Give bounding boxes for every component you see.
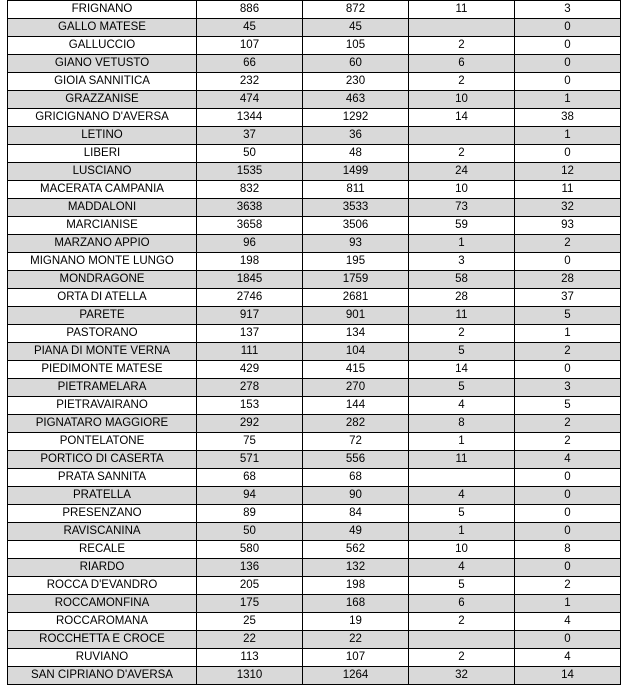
- table-row: [8, 109, 621, 127]
- value-cell-1: 94: [197, 487, 303, 505]
- comune-cell: MONDRAGONE: [8, 271, 197, 289]
- value-cell-1: 886: [197, 1, 303, 19]
- comune-cell: ROCCA D'EVANDRO: [8, 577, 197, 595]
- value-cell-1: 571: [197, 451, 303, 469]
- value-cell-4: 1: [515, 91, 621, 109]
- comune-cell: PIETRAVAIRANO: [8, 397, 197, 415]
- value-cell-4: 0: [515, 73, 621, 91]
- value-cell-1: 66: [197, 55, 303, 73]
- value-cell-4: 37: [515, 289, 621, 307]
- value-cell-1: 1535: [197, 163, 303, 181]
- comune-cell: GRICIGNANO D'AVERSA: [8, 109, 197, 127]
- value-cell-2: 562: [303, 541, 409, 559]
- comune-cell: GALLUCCIO: [8, 37, 197, 55]
- value-cell-1: 175: [197, 595, 303, 613]
- value-cell-4: 2: [515, 415, 621, 433]
- table-row: [8, 127, 621, 145]
- value-cell-4: 1: [515, 127, 621, 145]
- table-row: [8, 559, 621, 577]
- value-cell-2: 463: [303, 91, 409, 109]
- table-row: [8, 577, 621, 595]
- comune-cell: PRESENZANO: [8, 505, 197, 523]
- comune-cell: MADDALONI: [8, 199, 197, 217]
- value-cell-1: 429: [197, 361, 303, 379]
- comune-cell: LUSCIANO: [8, 163, 197, 181]
- comune-cell: GIANO VETUSTO: [8, 55, 197, 73]
- table-row: [8, 181, 621, 199]
- value-cell-4: 2: [515, 235, 621, 253]
- value-cell-1: 25: [197, 613, 303, 631]
- value-cell-2: 1499: [303, 163, 409, 181]
- comune-cell: FRIGNANO: [8, 1, 197, 19]
- comune-cell: PIETRAMELARA: [8, 379, 197, 397]
- value-cell-3: 2: [409, 613, 515, 631]
- table-row: [8, 19, 621, 37]
- value-cell-1: 2746: [197, 289, 303, 307]
- value-cell-3: 2: [409, 73, 515, 91]
- comune-cell: PARETE: [8, 307, 197, 325]
- value-cell-4: 0: [515, 37, 621, 55]
- value-cell-1: 113: [197, 649, 303, 667]
- value-cell-1: 205: [197, 577, 303, 595]
- value-cell-1: 75: [197, 433, 303, 451]
- value-cell-2: 3506: [303, 217, 409, 235]
- value-cell-2: 132: [303, 559, 409, 577]
- value-cell-3: 28: [409, 289, 515, 307]
- value-cell-2: 230: [303, 73, 409, 91]
- value-cell-3: [409, 127, 515, 145]
- table-row: [8, 631, 621, 649]
- table-row: [8, 253, 621, 271]
- value-cell-4: 0: [515, 361, 621, 379]
- table-row: [8, 487, 621, 505]
- comune-cell: GIOIA SANNITICA: [8, 73, 197, 91]
- comune-cell: ORTA DI ATELLA: [8, 289, 197, 307]
- comune-cell: PRATELLA: [8, 487, 197, 505]
- value-cell-4: 0: [515, 487, 621, 505]
- table-row: [8, 523, 621, 541]
- value-cell-2: 198: [303, 577, 409, 595]
- value-cell-1: 153: [197, 397, 303, 415]
- table-row: [8, 73, 621, 91]
- comune-cell: RECALE: [8, 541, 197, 559]
- table-row: [8, 595, 621, 613]
- value-cell-3: 5: [409, 505, 515, 523]
- value-cell-4: 4: [515, 613, 621, 631]
- value-cell-3: 59: [409, 217, 515, 235]
- comune-cell: PIANA DI MONTE VERNA: [8, 343, 197, 361]
- value-cell-3: 11: [409, 451, 515, 469]
- value-cell-4: 32: [515, 199, 621, 217]
- table-row: [8, 307, 621, 325]
- table-row: [8, 451, 621, 469]
- value-cell-3: 11: [409, 307, 515, 325]
- value-cell-4: 0: [515, 631, 621, 649]
- value-cell-2: 556: [303, 451, 409, 469]
- value-cell-2: 282: [303, 415, 409, 433]
- table-row: [8, 217, 621, 235]
- value-cell-2: 19: [303, 613, 409, 631]
- value-cell-2: 84: [303, 505, 409, 523]
- value-cell-1: 278: [197, 379, 303, 397]
- value-cell-1: 474: [197, 91, 303, 109]
- value-cell-2: 90: [303, 487, 409, 505]
- value-cell-2: 104: [303, 343, 409, 361]
- table-row: [8, 361, 621, 379]
- comune-cell: PORTICO DI CASERTA: [8, 451, 197, 469]
- comune-cell: PASTORANO: [8, 325, 197, 343]
- value-cell-4: 38: [515, 109, 621, 127]
- value-cell-1: 96: [197, 235, 303, 253]
- value-cell-4: 0: [515, 523, 621, 541]
- value-cell-3: 8: [409, 415, 515, 433]
- value-cell-2: 1759: [303, 271, 409, 289]
- table-row: [8, 469, 621, 487]
- comune-cell: MIGNANO MONTE LUNGO: [8, 253, 197, 271]
- value-cell-2: 48: [303, 145, 409, 163]
- value-cell-4: 4: [515, 451, 621, 469]
- value-cell-1: 1310: [197, 667, 303, 685]
- value-cell-4: 3: [515, 379, 621, 397]
- table-row: [8, 145, 621, 163]
- value-cell-2: 195: [303, 253, 409, 271]
- comuni-data-table: [7, 0, 621, 685]
- value-cell-2: 72: [303, 433, 409, 451]
- table-row: [8, 271, 621, 289]
- value-cell-3: 73: [409, 199, 515, 217]
- value-cell-1: 198: [197, 253, 303, 271]
- table-row: [8, 235, 621, 253]
- value-cell-3: 2: [409, 145, 515, 163]
- value-cell-1: 3658: [197, 217, 303, 235]
- table-row: [8, 541, 621, 559]
- table-row: [8, 91, 621, 109]
- value-cell-2: 144: [303, 397, 409, 415]
- value-cell-1: 137: [197, 325, 303, 343]
- comune-cell: GRAZZANISE: [8, 91, 197, 109]
- comune-cell: MACERATA CAMPANIA: [8, 181, 197, 199]
- value-cell-2: 22: [303, 631, 409, 649]
- value-cell-3: 24: [409, 163, 515, 181]
- value-cell-4: 8: [515, 541, 621, 559]
- value-cell-2: 45: [303, 19, 409, 37]
- value-cell-4: 1: [515, 595, 621, 613]
- value-cell-4: 0: [515, 55, 621, 73]
- value-cell-4: 2: [515, 577, 621, 595]
- value-cell-2: 901: [303, 307, 409, 325]
- value-cell-2: 36: [303, 127, 409, 145]
- comune-cell: PIEDIMONTE MATESE: [8, 361, 197, 379]
- value-cell-3: 2: [409, 37, 515, 55]
- table-row: [8, 397, 621, 415]
- value-cell-3: 6: [409, 595, 515, 613]
- value-cell-4: 0: [515, 253, 621, 271]
- table-row: [8, 289, 621, 307]
- comune-cell: LETINO: [8, 127, 197, 145]
- value-cell-4: 0: [515, 19, 621, 37]
- value-cell-4: 11: [515, 181, 621, 199]
- value-cell-4: 2: [515, 433, 621, 451]
- comune-cell: SAN CIPRIANO D'AVERSA: [8, 667, 197, 685]
- table-body: [8, 1, 621, 685]
- comune-cell: PONTELATONE: [8, 433, 197, 451]
- value-cell-1: 89: [197, 505, 303, 523]
- value-cell-1: 917: [197, 307, 303, 325]
- value-cell-1: 580: [197, 541, 303, 559]
- table-row: [8, 55, 621, 73]
- value-cell-2: 168: [303, 595, 409, 613]
- value-cell-2: 3533: [303, 199, 409, 217]
- value-cell-3: 14: [409, 361, 515, 379]
- value-cell-2: 2681: [303, 289, 409, 307]
- value-cell-1: 111: [197, 343, 303, 361]
- value-cell-4: 2: [515, 343, 621, 361]
- value-cell-3: 10: [409, 91, 515, 109]
- value-cell-3: 4: [409, 559, 515, 577]
- table-row: [8, 433, 621, 451]
- table-row: [8, 37, 621, 55]
- comune-cell: ROCCHETTA E CROCE: [8, 631, 197, 649]
- value-cell-3: 4: [409, 487, 515, 505]
- value-cell-3: [409, 19, 515, 37]
- value-cell-1: 136: [197, 559, 303, 577]
- value-cell-3: 10: [409, 181, 515, 199]
- value-cell-3: [409, 631, 515, 649]
- value-cell-3: [409, 469, 515, 487]
- value-cell-4: 0: [515, 145, 621, 163]
- value-cell-3: 5: [409, 379, 515, 397]
- value-cell-3: 5: [409, 343, 515, 361]
- value-cell-3: 11: [409, 1, 515, 19]
- value-cell-3: 1: [409, 235, 515, 253]
- value-cell-1: 22: [197, 631, 303, 649]
- value-cell-3: 1: [409, 523, 515, 541]
- comune-cell: MARZANO APPIO: [8, 235, 197, 253]
- value-cell-2: 93: [303, 235, 409, 253]
- table-row: [8, 199, 621, 217]
- value-cell-4: 1: [515, 325, 621, 343]
- comune-cell: LIBERI: [8, 145, 197, 163]
- value-cell-1: 37: [197, 127, 303, 145]
- value-cell-3: 6: [409, 55, 515, 73]
- value-cell-3: 58: [409, 271, 515, 289]
- value-cell-2: 107: [303, 649, 409, 667]
- table-row: [8, 649, 621, 667]
- value-cell-4: 5: [515, 307, 621, 325]
- value-cell-1: 45: [197, 19, 303, 37]
- value-cell-3: 4: [409, 397, 515, 415]
- table-row: [8, 379, 621, 397]
- value-cell-3: 14: [409, 109, 515, 127]
- comune-cell: ROCCAMONFINA: [8, 595, 197, 613]
- table-row: [8, 415, 621, 433]
- value-cell-4: 28: [515, 271, 621, 289]
- table-row: [8, 667, 621, 685]
- value-cell-3: 32: [409, 667, 515, 685]
- value-cell-3: 5: [409, 577, 515, 595]
- comune-cell: ROCCAROMANA: [8, 613, 197, 631]
- value-cell-1: 107: [197, 37, 303, 55]
- table-row: [8, 163, 621, 181]
- value-cell-1: 50: [197, 523, 303, 541]
- value-cell-4: 3: [515, 1, 621, 19]
- table-row: [8, 505, 621, 523]
- value-cell-1: 292: [197, 415, 303, 433]
- value-cell-2: 49: [303, 523, 409, 541]
- value-cell-4: 0: [515, 469, 621, 487]
- comune-cell: RUVIANO: [8, 649, 197, 667]
- value-cell-3: 2: [409, 649, 515, 667]
- value-cell-4: 5: [515, 397, 621, 415]
- value-cell-1: 68: [197, 469, 303, 487]
- value-cell-2: 872: [303, 1, 409, 19]
- comune-cell: PIGNATARO MAGGIORE: [8, 415, 197, 433]
- value-cell-1: 3638: [197, 199, 303, 217]
- value-cell-2: 134: [303, 325, 409, 343]
- value-cell-2: 105: [303, 37, 409, 55]
- value-cell-3: 1: [409, 433, 515, 451]
- value-cell-3: 10: [409, 541, 515, 559]
- comune-cell: GALLO MATESE: [8, 19, 197, 37]
- table-row: [8, 1, 621, 19]
- value-cell-2: 415: [303, 361, 409, 379]
- value-cell-2: 1292: [303, 109, 409, 127]
- value-cell-4: 0: [515, 559, 621, 577]
- value-cell-2: 811: [303, 181, 409, 199]
- comune-cell: PRATA SANNITA: [8, 469, 197, 487]
- value-cell-4: 12: [515, 163, 621, 181]
- value-cell-3: 2: [409, 325, 515, 343]
- value-cell-2: 68: [303, 469, 409, 487]
- value-cell-1: 832: [197, 181, 303, 199]
- value-cell-1: 50: [197, 145, 303, 163]
- value-cell-4: 93: [515, 217, 621, 235]
- value-cell-1: 232: [197, 73, 303, 91]
- value-cell-2: 1264: [303, 667, 409, 685]
- value-cell-4: 4: [515, 649, 621, 667]
- comune-cell: RIARDO: [8, 559, 197, 577]
- value-cell-4: 0: [515, 505, 621, 523]
- table-row: [8, 325, 621, 343]
- table-row: [8, 343, 621, 361]
- value-cell-1: 1845: [197, 271, 303, 289]
- table-row: [8, 613, 621, 631]
- value-cell-2: 60: [303, 55, 409, 73]
- value-cell-2: 270: [303, 379, 409, 397]
- value-cell-3: 3: [409, 253, 515, 271]
- comune-cell: RAVISCANINA: [8, 523, 197, 541]
- value-cell-1: 1344: [197, 109, 303, 127]
- comune-cell: MARCIANISE: [8, 217, 197, 235]
- value-cell-4: 14: [515, 667, 621, 685]
